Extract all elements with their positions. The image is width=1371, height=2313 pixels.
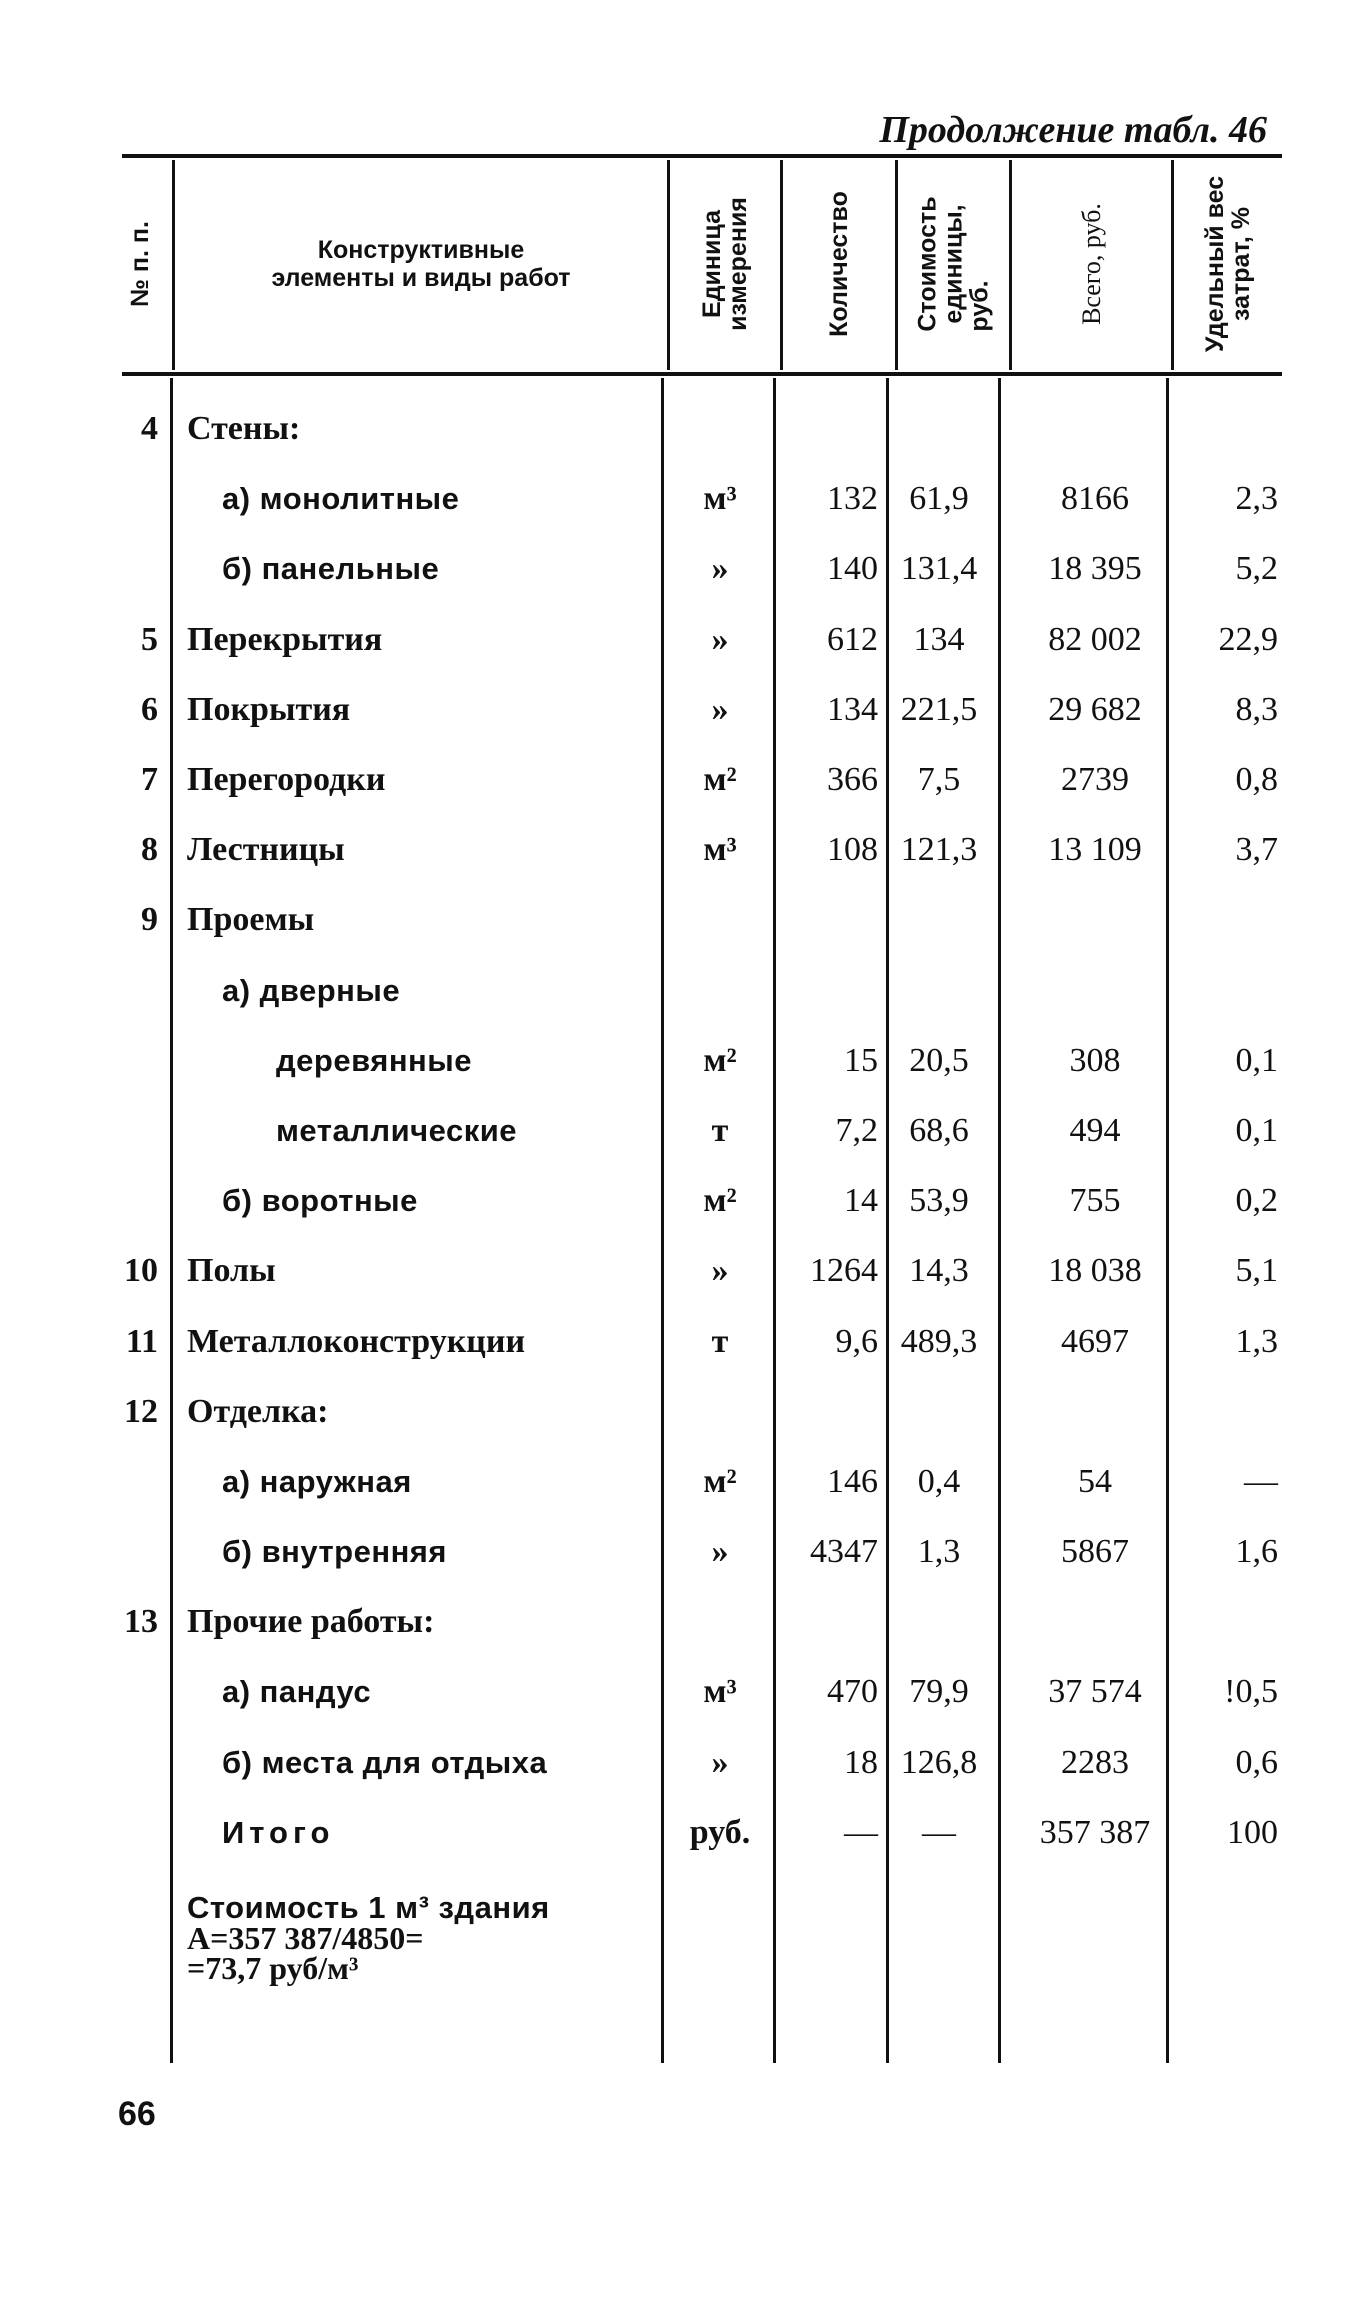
table-row [0, 1798, 1371, 1868]
row-name: Стены: [187, 410, 301, 448]
row-quantity: 612 [827, 620, 878, 658]
header-name-line1: Конструктивные [317, 236, 525, 264]
row-unit: » [711, 550, 729, 588]
row-quantity: 140 [827, 550, 878, 588]
row-unit-cost: 221,5 [900, 690, 978, 728]
row-share: 1,6 [1235, 1533, 1278, 1571]
row-total: 18 038 [1048, 1252, 1142, 1290]
table-row [0, 605, 1371, 675]
row-unit: » [711, 690, 729, 728]
row-quantity: 14 [844, 1182, 878, 1220]
row-share: 100 [1227, 1813, 1278, 1851]
table-row [0, 885, 1371, 955]
row-total: 755 [1069, 1182, 1121, 1220]
row-number: 8 [141, 831, 158, 869]
note-line2: А=357 387/4850= [187, 1920, 424, 1956]
header-share [1174, 168, 1282, 360]
row-unit-cost: — [922, 1813, 956, 1851]
row-unit-cost: 79,9 [909, 1673, 969, 1711]
row-unit: т [711, 1322, 729, 1360]
header-num [110, 168, 170, 360]
table-row [0, 1377, 1371, 1447]
header-unit [670, 168, 780, 360]
row-total: 18 395 [1048, 550, 1142, 588]
row-quantity: 4347 [810, 1533, 878, 1571]
table-row [0, 1657, 1371, 1727]
header-name [176, 168, 666, 360]
table-row [0, 534, 1371, 604]
row-unit-cost: 1,3 [917, 1533, 961, 1571]
row-number: 7 [141, 761, 158, 799]
row-unit: » [711, 620, 729, 658]
header-total-label: Всего, руб. [1076, 203, 1106, 325]
row-share: 5,1 [1235, 1252, 1278, 1290]
row-name: а) наружная [222, 1463, 412, 1499]
row-total: 2739 [1061, 761, 1129, 799]
table-body [0, 394, 1371, 1868]
row-share: 0,1 [1235, 1111, 1278, 1149]
row-quantity: 18 [844, 1743, 878, 1781]
header-qty-label: Количество [825, 191, 854, 337]
row-name: Металлоконструкции [187, 1322, 526, 1360]
row-unit: » [711, 1743, 729, 1781]
header-qty [783, 168, 895, 360]
table-caption: Продолжение табл. 46 [879, 109, 1267, 151]
row-total: 82 002 [1048, 620, 1142, 658]
table-row [0, 675, 1371, 745]
row-unit: » [711, 1252, 729, 1290]
note-line1: Стоимость 1 м³ здания [187, 1890, 550, 1925]
row-total: 29 682 [1048, 690, 1142, 728]
row-number: 4 [141, 410, 158, 448]
row-share: 8,3 [1235, 690, 1278, 728]
row-name: Лестницы [187, 831, 345, 869]
row-unit-cost: 131,4 [900, 550, 978, 588]
table-row [0, 1517, 1371, 1587]
row-share: 1,3 [1235, 1322, 1278, 1360]
header-unit-line2: измерения [724, 197, 752, 331]
row-share: 0,1 [1235, 1041, 1278, 1079]
header-share-line1: Удельный вес [1201, 175, 1230, 353]
header-share-line2: затрат, % [1227, 207, 1256, 321]
table-row [0, 1096, 1371, 1166]
row-total: 4697 [1061, 1322, 1129, 1360]
row-share: !0,5 [1224, 1673, 1278, 1711]
row-name: Прочие работы: [187, 1603, 435, 1641]
row-total: 308 [1069, 1041, 1121, 1079]
table-row [0, 956, 1371, 1026]
row-name: а) дверные [222, 972, 401, 1008]
header-cost-line3: руб. [965, 280, 994, 332]
row-name: а) монолитные [222, 481, 460, 517]
row-unit: м² [703, 761, 737, 799]
row-unit: м² [703, 1462, 737, 1500]
row-name: Покрытия [187, 690, 351, 728]
row-unit: м² [703, 1182, 737, 1220]
note-line3: =73,7 руб/м³ [187, 1950, 359, 1986]
table-row [0, 745, 1371, 815]
header-divider [172, 160, 175, 370]
row-number: 13 [124, 1603, 158, 1641]
row-name: а) пандус [222, 1674, 372, 1710]
row-unit: м² [703, 1041, 737, 1079]
row-number: 10 [124, 1252, 158, 1290]
row-unit-cost: 14,3 [909, 1252, 969, 1290]
table-row [0, 1306, 1371, 1376]
row-name: металлические [276, 1112, 518, 1148]
row-unit-cost: 0,4 [917, 1462, 961, 1500]
row-name: деревянные [276, 1042, 472, 1078]
row-quantity: 108 [827, 831, 878, 869]
row-quantity: 1264 [810, 1252, 878, 1290]
header-num-label: № п. п. [126, 221, 155, 307]
row-share: 0,8 [1235, 761, 1278, 799]
row-name: Отделка: [187, 1392, 329, 1430]
row-unit-cost: 489,3 [900, 1322, 978, 1360]
row-unit-cost: 20,5 [909, 1041, 969, 1079]
header-cost [898, 168, 1009, 360]
row-unit-cost: 7,5 [917, 761, 961, 799]
table-row [0, 815, 1371, 885]
row-unit-cost: 53,9 [909, 1182, 969, 1220]
row-unit: м³ [703, 1673, 737, 1711]
header-bottom-rule [122, 372, 1282, 376]
cost-per-m3-note [187, 1890, 550, 1986]
header-cost-line2: единицы, [939, 204, 968, 324]
header-cost-line1: Стоимость [913, 196, 942, 332]
row-name: Перегородки [187, 761, 386, 799]
row-unit: » [711, 1533, 729, 1571]
row-unit-cost: 126,8 [900, 1743, 978, 1781]
header-unit-line1: Единица [698, 210, 726, 318]
row-unit-cost: 134 [913, 620, 965, 658]
row-unit-cost: 121,3 [900, 831, 978, 869]
row-share: 0,6 [1235, 1743, 1278, 1781]
header-total [1012, 168, 1171, 360]
row-share: 3,7 [1235, 831, 1278, 869]
row-name: Проемы [187, 901, 315, 939]
row-total: 2283 [1061, 1743, 1129, 1781]
row-total: 8166 [1061, 480, 1129, 518]
row-quantity: 7,2 [835, 1111, 878, 1149]
row-number: 5 [141, 620, 158, 658]
table-row [0, 394, 1371, 464]
row-name: Итого [222, 1814, 335, 1850]
row-unit: м³ [703, 480, 737, 518]
row-total: 357 387 [1039, 1813, 1151, 1851]
row-quantity: 132 [827, 480, 878, 518]
table-top-rule [122, 154, 1282, 158]
row-total: 13 109 [1048, 831, 1142, 869]
row-unit-cost: 68,6 [909, 1111, 969, 1149]
row-number: 6 [141, 690, 158, 728]
row-name: б) места для отдыха [222, 1744, 548, 1780]
row-name: б) воротные [222, 1183, 418, 1219]
row-quantity: 134 [827, 690, 878, 728]
row-quantity: 146 [827, 1462, 878, 1500]
row-quantity: 366 [827, 761, 878, 799]
row-share: 5,2 [1235, 550, 1278, 588]
row-unit: т [711, 1111, 729, 1149]
row-name: Полы [187, 1252, 276, 1290]
row-share: 2,3 [1235, 480, 1278, 518]
header-name-line2: элементы и виды работ [271, 264, 571, 292]
row-share: — [1244, 1462, 1278, 1500]
row-total: 37 574 [1048, 1673, 1142, 1711]
row-name: б) внутренняя [222, 1534, 447, 1570]
row-total: 54 [1078, 1462, 1112, 1500]
row-quantity: — [844, 1813, 878, 1851]
row-number: 12 [124, 1392, 158, 1430]
table-row [0, 464, 1371, 534]
table-row [0, 1166, 1371, 1236]
table-row [0, 1447, 1371, 1517]
table-row [0, 1587, 1371, 1657]
row-share: 22,9 [1218, 620, 1278, 658]
row-unit: руб. [689, 1813, 751, 1851]
row-number: 11 [125, 1322, 158, 1360]
page-number: 66 [118, 2095, 156, 2133]
table-row [0, 1026, 1371, 1096]
row-quantity: 470 [827, 1673, 878, 1711]
row-total: 494 [1069, 1111, 1121, 1149]
row-share: 0,2 [1235, 1182, 1278, 1220]
row-total: 5867 [1061, 1533, 1129, 1571]
table-row [0, 1728, 1371, 1798]
row-unit: м³ [703, 831, 737, 869]
row-number: 9 [141, 901, 158, 939]
row-quantity: 15 [844, 1041, 878, 1079]
row-quantity: 9,6 [835, 1322, 878, 1360]
table-row [0, 1236, 1371, 1306]
row-unit-cost: 61,9 [909, 480, 969, 518]
row-name: б) панельные [222, 551, 440, 587]
row-name: Перекрытия [187, 620, 383, 658]
